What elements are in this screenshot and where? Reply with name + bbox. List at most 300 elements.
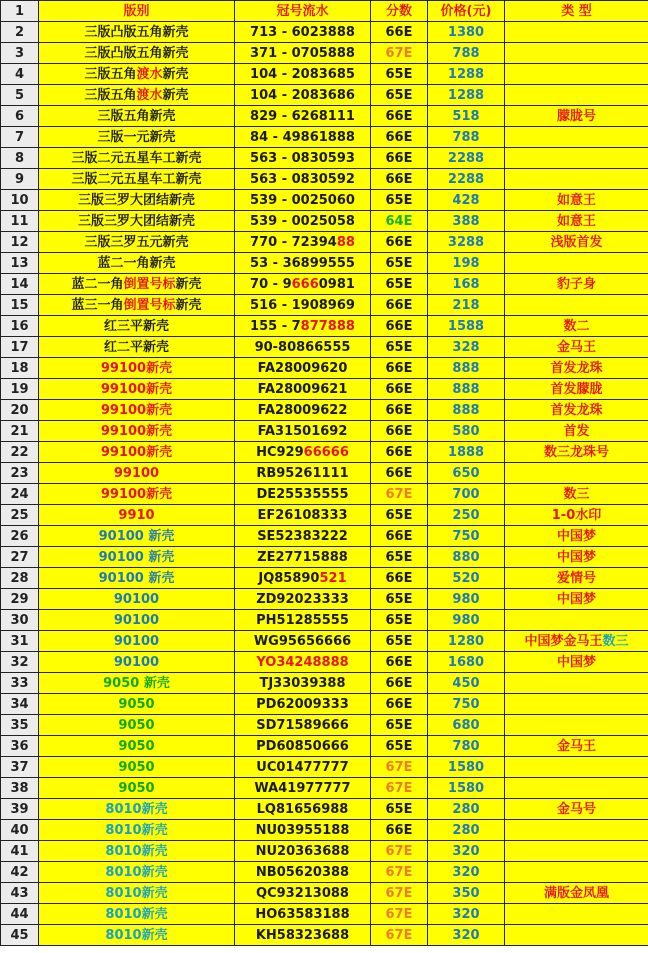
column-header-serial[interactable] <box>235 1 371 22</box>
row-number[interactable]: 5 <box>1 85 39 106</box>
cell-text: 9050 <box>118 759 155 775</box>
grade-cell[interactable] <box>371 610 428 631</box>
price-cell[interactable] <box>428 526 505 547</box>
type-cell[interactable] <box>505 526 648 547</box>
edition-cell[interactable] <box>39 610 235 631</box>
price-cell[interactable] <box>428 694 505 715</box>
grade-cell[interactable] <box>371 925 428 946</box>
cell-text: 99100新壳 <box>100 402 173 418</box>
serial-cell[interactable] <box>235 358 371 379</box>
serial-cell[interactable] <box>235 127 371 148</box>
grade-cell[interactable] <box>371 778 428 799</box>
grade-cell[interactable] <box>371 274 428 295</box>
row-number[interactable]: 4 <box>1 64 39 85</box>
row-number[interactable]: 42 <box>1 862 39 883</box>
serial-cell[interactable] <box>235 820 371 841</box>
grade-cell[interactable] <box>371 526 428 547</box>
grade-cell[interactable] <box>371 64 428 85</box>
grade-cell[interactable] <box>371 148 428 169</box>
edition-cell[interactable] <box>39 442 235 463</box>
price-cell[interactable] <box>428 442 505 463</box>
type-cell[interactable] <box>505 694 648 715</box>
type-cell[interactable] <box>505 925 648 946</box>
grade-cell[interactable] <box>371 883 428 904</box>
price-cell[interactable] <box>428 547 505 568</box>
serial-cell[interactable] <box>235 589 371 610</box>
row-number[interactable]: 13 <box>1 253 39 274</box>
row-number[interactable]: 17 <box>1 337 39 358</box>
serial-cell[interactable] <box>235 694 371 715</box>
row-number[interactable]: 9 <box>1 169 39 190</box>
row-number[interactable]: 32 <box>1 652 39 673</box>
grade-cell[interactable] <box>371 211 428 232</box>
price-cell[interactable] <box>428 400 505 421</box>
row-number[interactable]: 6 <box>1 106 39 127</box>
row-number[interactable]: 16 <box>1 316 39 337</box>
table-row <box>1 505 648 526</box>
type-cell[interactable] <box>505 316 648 337</box>
type-cell[interactable] <box>505 799 648 820</box>
edition-cell[interactable] <box>39 799 235 820</box>
row-number[interactable]: 7 <box>1 127 39 148</box>
type-cell[interactable] <box>505 463 648 484</box>
grade-cell[interactable] <box>371 190 428 211</box>
serial-cell[interactable] <box>235 400 371 421</box>
row-number[interactable]: 22 <box>1 442 39 463</box>
price-cell[interactable] <box>428 232 505 253</box>
cell-text: 750 <box>452 696 480 712</box>
serial-cell[interactable] <box>235 715 371 736</box>
cell-text: 980 <box>452 612 480 628</box>
edition-cell[interactable] <box>39 841 235 862</box>
cell-text: 888 <box>452 360 480 376</box>
type-cell[interactable] <box>505 127 648 148</box>
table-row <box>1 148 648 169</box>
edition-cell[interactable] <box>39 652 235 673</box>
cell-text: 104 - 2083686 <box>250 87 355 103</box>
type-cell[interactable] <box>505 190 648 211</box>
row-number[interactable]: 34 <box>1 694 39 715</box>
row-number[interactable]: 21 <box>1 421 39 442</box>
serial-cell[interactable] <box>235 85 371 106</box>
serial-cell[interactable] <box>235 526 371 547</box>
row-number[interactable]: 29 <box>1 589 39 610</box>
grade-cell[interactable] <box>371 841 428 862</box>
row-number[interactable]: 8 <box>1 148 39 169</box>
type-cell[interactable] <box>505 547 648 568</box>
grade-cell[interactable] <box>371 715 428 736</box>
grade-cell[interactable] <box>371 253 428 274</box>
column-header-grade[interactable] <box>371 1 428 22</box>
row-number[interactable]: 23 <box>1 463 39 484</box>
cell-text: 888 <box>452 402 480 418</box>
price-cell[interactable] <box>428 820 505 841</box>
edition-cell[interactable] <box>39 22 235 43</box>
grade-cell[interactable] <box>371 547 428 568</box>
price-cell[interactable] <box>428 190 505 211</box>
type-cell[interactable] <box>505 610 648 631</box>
type-cell[interactable] <box>505 631 648 652</box>
edition-cell[interactable] <box>39 547 235 568</box>
serial-cell[interactable] <box>235 421 371 442</box>
cell-text: FA28009620 <box>257 360 348 376</box>
edition-cell[interactable] <box>39 925 235 946</box>
grade-cell[interactable] <box>371 316 428 337</box>
price-cell[interactable] <box>428 862 505 883</box>
edition-cell[interactable] <box>39 169 235 190</box>
table-row <box>1 568 648 589</box>
serial-cell[interactable] <box>235 337 371 358</box>
type-cell[interactable] <box>505 421 648 442</box>
price-cell[interactable] <box>428 421 505 442</box>
edition-cell[interactable] <box>39 484 235 505</box>
edition-cell[interactable] <box>39 673 235 694</box>
row-number[interactable]: 10 <box>1 190 39 211</box>
grade-cell[interactable] <box>371 22 428 43</box>
edition-cell[interactable] <box>39 43 235 64</box>
serial-cell[interactable] <box>235 442 371 463</box>
serial-cell[interactable] <box>235 841 371 862</box>
edition-cell[interactable] <box>39 358 235 379</box>
type-cell[interactable] <box>505 85 648 106</box>
grade-cell[interactable] <box>371 736 428 757</box>
cell-text: 65E <box>385 66 413 82</box>
grade-cell[interactable] <box>371 673 428 694</box>
serial-cell[interactable] <box>235 547 371 568</box>
row-number[interactable]: 26 <box>1 526 39 547</box>
row-number[interactable]: 45 <box>1 925 39 946</box>
type-cell[interactable] <box>505 169 648 190</box>
row-number[interactable]: 1 <box>1 1 39 22</box>
edition-cell[interactable] <box>39 274 235 295</box>
price-cell[interactable] <box>428 904 505 925</box>
price-cell[interactable] <box>428 925 505 946</box>
edition-cell[interactable] <box>39 211 235 232</box>
row-number[interactable]: 41 <box>1 841 39 862</box>
price-cell[interactable] <box>428 505 505 526</box>
cell-text: 渡水 <box>136 87 163 103</box>
row-number[interactable]: 18 <box>1 358 39 379</box>
edition-cell[interactable] <box>39 883 235 904</box>
price-cell[interactable] <box>428 295 505 316</box>
price-cell[interactable] <box>428 631 505 652</box>
row-number[interactable]: 40 <box>1 820 39 841</box>
grade-cell[interactable] <box>371 169 428 190</box>
cell-text: 65E <box>385 192 413 208</box>
serial-cell[interactable] <box>235 463 371 484</box>
price-cell[interactable] <box>428 337 505 358</box>
type-cell[interactable] <box>505 22 648 43</box>
row-number[interactable]: 39 <box>1 799 39 820</box>
table-row <box>1 400 648 421</box>
row-number[interactable]: 11 <box>1 211 39 232</box>
type-cell[interactable] <box>505 274 648 295</box>
edition-cell[interactable] <box>39 106 235 127</box>
edition-cell[interactable] <box>39 85 235 106</box>
serial-cell[interactable] <box>235 652 371 673</box>
serial-cell[interactable] <box>235 673 371 694</box>
grade-cell[interactable] <box>371 85 428 106</box>
edition-cell[interactable] <box>39 736 235 757</box>
serial-cell[interactable] <box>235 904 371 925</box>
grade-cell[interactable] <box>371 799 428 820</box>
edition-cell[interactable] <box>39 64 235 85</box>
serial-cell[interactable] <box>235 22 371 43</box>
edition-cell[interactable] <box>39 148 235 169</box>
price-cell[interactable] <box>428 715 505 736</box>
grade-cell[interactable] <box>371 127 428 148</box>
table-row <box>1 820 648 841</box>
grade-cell[interactable] <box>371 862 428 883</box>
price-cell[interactable] <box>428 673 505 694</box>
cell-text: 713 - 6023888 <box>250 24 355 40</box>
type-cell[interactable] <box>505 337 648 358</box>
price-cell[interactable] <box>428 778 505 799</box>
cell-text: 788 <box>452 45 480 61</box>
price-cell[interactable] <box>428 484 505 505</box>
type-cell[interactable] <box>505 841 648 862</box>
price-cell[interactable] <box>428 253 505 274</box>
column-header-price[interactable] <box>428 1 505 22</box>
edition-cell[interactable] <box>39 295 235 316</box>
type-cell[interactable] <box>505 484 648 505</box>
grade-cell[interactable] <box>371 505 428 526</box>
serial-cell[interactable] <box>235 106 371 127</box>
serial-cell[interactable] <box>235 190 371 211</box>
price-cell[interactable] <box>428 736 505 757</box>
type-cell[interactable] <box>505 148 648 169</box>
row-number[interactable]: 28 <box>1 568 39 589</box>
grade-cell[interactable] <box>371 106 428 127</box>
row-number[interactable]: 35 <box>1 715 39 736</box>
type-cell[interactable] <box>505 253 648 274</box>
grade-cell[interactable] <box>371 757 428 778</box>
price-cell[interactable] <box>428 358 505 379</box>
grade-cell[interactable] <box>371 358 428 379</box>
edition-cell[interactable] <box>39 400 235 421</box>
row-number[interactable]: 14 <box>1 274 39 295</box>
type-cell[interactable] <box>505 589 648 610</box>
row-number[interactable]: 43 <box>1 883 39 904</box>
cell-text: 53 - 36899555 <box>250 255 355 271</box>
table-row <box>1 169 648 190</box>
row-number[interactable]: 15 <box>1 295 39 316</box>
row-number[interactable]: 20 <box>1 400 39 421</box>
row-number[interactable]: 27 <box>1 547 39 568</box>
serial-cell[interactable] <box>235 169 371 190</box>
price-cell[interactable] <box>428 316 505 337</box>
cell-text: 66E <box>385 423 413 439</box>
price-cell[interactable] <box>428 211 505 232</box>
type-cell[interactable] <box>505 883 648 904</box>
type-cell[interactable] <box>505 64 648 85</box>
edition-cell[interactable] <box>39 232 235 253</box>
edition-cell[interactable] <box>39 190 235 211</box>
grade-cell[interactable] <box>371 232 428 253</box>
edition-cell[interactable] <box>39 862 235 883</box>
serial-cell[interactable] <box>235 484 371 505</box>
row-number[interactable]: 33 <box>1 673 39 694</box>
serial-cell[interactable] <box>235 253 371 274</box>
row-number[interactable]: 19 <box>1 379 39 400</box>
type-cell[interactable] <box>505 820 648 841</box>
serial-cell[interactable] <box>235 778 371 799</box>
cell-text: 65E <box>385 591 413 607</box>
serial-cell[interactable] <box>235 736 371 757</box>
serial-cell[interactable] <box>235 862 371 883</box>
row-number[interactable]: 31 <box>1 631 39 652</box>
serial-cell[interactable] <box>235 568 371 589</box>
serial-cell[interactable] <box>235 883 371 904</box>
grade-cell[interactable] <box>371 589 428 610</box>
column-header-edition[interactable] <box>39 1 235 22</box>
type-cell[interactable] <box>505 505 648 526</box>
price-cell[interactable] <box>428 106 505 127</box>
edition-cell[interactable] <box>39 526 235 547</box>
type-cell[interactable] <box>505 232 648 253</box>
serial-cell[interactable] <box>235 232 371 253</box>
edition-cell[interactable] <box>39 568 235 589</box>
column-header-label: 分数 <box>385 3 412 19</box>
edition-cell[interactable] <box>39 904 235 925</box>
price-cell[interactable] <box>428 274 505 295</box>
grade-cell[interactable] <box>371 652 428 673</box>
edition-cell[interactable] <box>39 127 235 148</box>
type-cell[interactable] <box>505 673 648 694</box>
edition-cell[interactable] <box>39 337 235 358</box>
serial-cell[interactable] <box>235 148 371 169</box>
grade-cell[interactable] <box>371 484 428 505</box>
grade-cell[interactable] <box>371 379 428 400</box>
grade-cell[interactable] <box>371 442 428 463</box>
cell-text: 780 <box>452 738 480 754</box>
type-cell[interactable] <box>505 862 648 883</box>
edition-cell[interactable] <box>39 778 235 799</box>
cell-text: 66666 <box>303 444 349 460</box>
price-cell[interactable] <box>428 568 505 589</box>
type-cell[interactable] <box>505 652 648 673</box>
serial-cell[interactable] <box>235 925 371 946</box>
grade-cell[interactable] <box>371 694 428 715</box>
type-cell[interactable] <box>505 715 648 736</box>
price-cell[interactable] <box>428 43 505 64</box>
edition-cell[interactable] <box>39 421 235 442</box>
grade-cell[interactable] <box>371 295 428 316</box>
serial-cell[interactable] <box>235 610 371 631</box>
type-cell[interactable] <box>505 295 648 316</box>
cell-text: 9050 <box>118 717 155 733</box>
type-cell[interactable] <box>505 211 648 232</box>
type-cell[interactable] <box>505 736 648 757</box>
price-cell[interactable] <box>428 169 505 190</box>
row-number[interactable]: 37 <box>1 757 39 778</box>
row-number[interactable]: 44 <box>1 904 39 925</box>
price-cell[interactable] <box>428 85 505 106</box>
price-cell[interactable] <box>428 757 505 778</box>
row-number[interactable]: 24 <box>1 484 39 505</box>
serial-cell[interactable] <box>235 211 371 232</box>
grade-cell[interactable] <box>371 43 428 64</box>
price-cell[interactable] <box>428 64 505 85</box>
grade-cell[interactable] <box>371 400 428 421</box>
price-cell[interactable] <box>428 841 505 862</box>
edition-cell[interactable] <box>39 589 235 610</box>
type-cell[interactable] <box>505 379 648 400</box>
price-cell[interactable] <box>428 22 505 43</box>
edition-cell[interactable] <box>39 253 235 274</box>
serial-cell[interactable] <box>235 505 371 526</box>
edition-cell[interactable] <box>39 379 235 400</box>
price-cell[interactable] <box>428 652 505 673</box>
serial-cell[interactable] <box>235 316 371 337</box>
price-cell[interactable] <box>428 883 505 904</box>
edition-cell[interactable] <box>39 631 235 652</box>
grade-cell[interactable] <box>371 337 428 358</box>
edition-cell[interactable] <box>39 694 235 715</box>
price-cell[interactable] <box>428 379 505 400</box>
edition-cell[interactable] <box>39 757 235 778</box>
grade-cell[interactable] <box>371 904 428 925</box>
serial-cell[interactable] <box>235 274 371 295</box>
edition-cell[interactable] <box>39 463 235 484</box>
type-cell[interactable] <box>505 568 648 589</box>
type-cell[interactable] <box>505 400 648 421</box>
serial-cell[interactable] <box>235 379 371 400</box>
row-number[interactable]: 3 <box>1 43 39 64</box>
grade-cell[interactable] <box>371 568 428 589</box>
row-number[interactable]: 25 <box>1 505 39 526</box>
cell-text: 首发龙珠 <box>550 402 603 418</box>
grade-cell[interactable] <box>371 463 428 484</box>
cell-text: 66E <box>385 318 413 334</box>
serial-cell[interactable] <box>235 757 371 778</box>
table-row <box>1 22 648 43</box>
serial-cell[interactable] <box>235 631 371 652</box>
grade-cell[interactable] <box>371 820 428 841</box>
type-cell[interactable] <box>505 757 648 778</box>
edition-cell[interactable] <box>39 505 235 526</box>
row-number[interactable]: 2 <box>1 22 39 43</box>
type-cell[interactable] <box>505 778 648 799</box>
serial-cell[interactable] <box>235 64 371 85</box>
grade-cell[interactable] <box>371 421 428 442</box>
price-cell[interactable] <box>428 799 505 820</box>
row-number[interactable]: 38 <box>1 778 39 799</box>
cell-text: 250 <box>452 507 480 523</box>
grade-cell[interactable] <box>371 631 428 652</box>
row-number[interactable]: 30 <box>1 610 39 631</box>
column-header-type[interactable] <box>505 1 648 22</box>
edition-cell[interactable] <box>39 820 235 841</box>
serial-cell[interactable] <box>235 43 371 64</box>
type-cell[interactable] <box>505 904 648 925</box>
serial-cell[interactable] <box>235 799 371 820</box>
edition-cell[interactable] <box>39 316 235 337</box>
type-cell[interactable] <box>505 43 648 64</box>
row-number[interactable]: 36 <box>1 736 39 757</box>
row-number[interactable]: 12 <box>1 232 39 253</box>
type-cell[interactable] <box>505 358 648 379</box>
price-cell[interactable] <box>428 463 505 484</box>
price-cell[interactable] <box>428 127 505 148</box>
price-cell[interactable] <box>428 589 505 610</box>
type-cell[interactable] <box>505 442 648 463</box>
edition-cell[interactable] <box>39 715 235 736</box>
serial-cell[interactable] <box>235 295 371 316</box>
price-cell[interactable] <box>428 610 505 631</box>
price-cell[interactable] <box>428 148 505 169</box>
type-cell[interactable] <box>505 106 648 127</box>
